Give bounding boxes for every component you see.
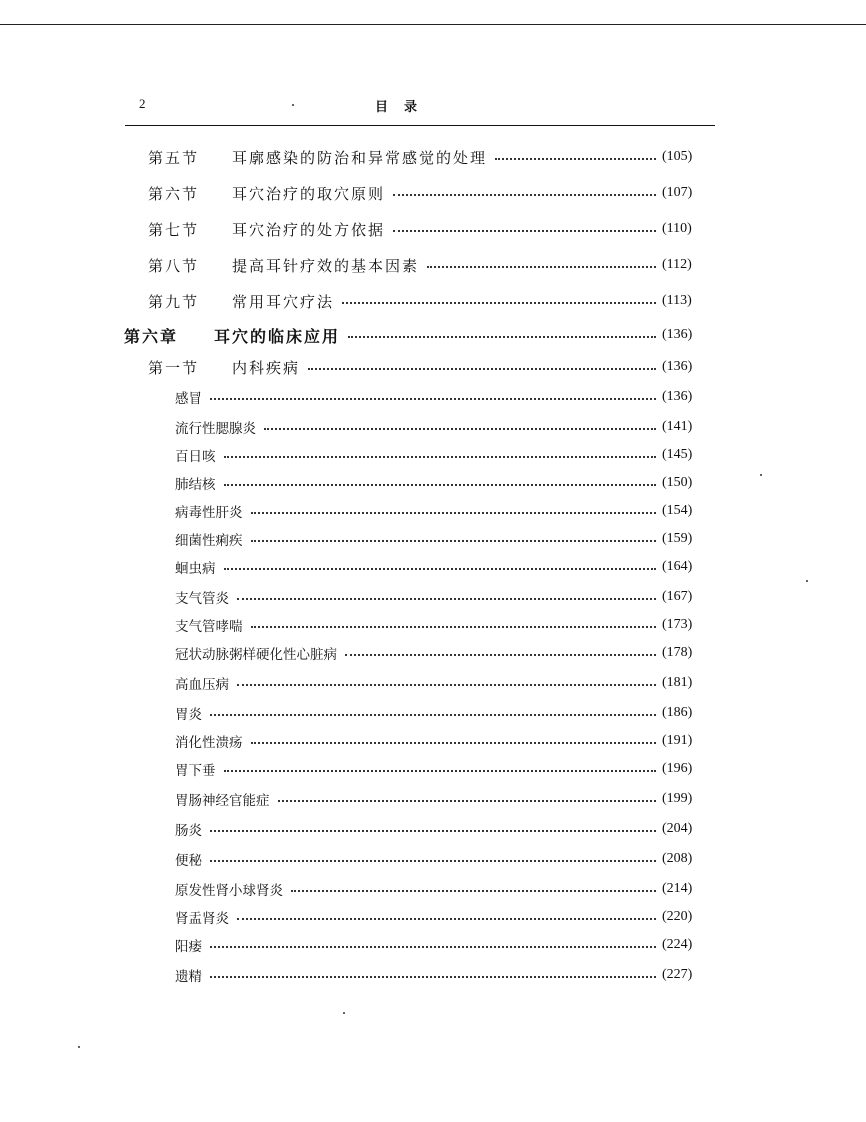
toc-page-number: (178) [662, 645, 693, 660]
toc-page-number: (186) [662, 705, 693, 720]
toc-entry-label [175, 879, 283, 899]
page-number: 2 [139, 96, 146, 111]
toc-section-row [0, 217, 866, 241]
toc-item-row [0, 385, 866, 409]
toc-item-row [0, 787, 866, 811]
toc-page-number: (110) [662, 221, 692, 236]
toc-entry-label [175, 615, 243, 635]
toc-page-number: (105) [662, 149, 693, 164]
toc-dot-leader [210, 976, 656, 978]
toc-entry-title: 内科疾病 [232, 358, 301, 377]
toc-entry-title: 耳穴治疗的取穴原则 [232, 184, 386, 203]
toc-entry-title: 便秘 [175, 853, 202, 869]
toc-dot-leader [278, 800, 657, 802]
toc-entry-label [175, 759, 216, 779]
toc-item-row [0, 671, 866, 695]
toc-dot-leader [348, 336, 656, 338]
toc-entry-label [175, 789, 270, 809]
toc-item-row [0, 613, 866, 637]
toc-page-number: (159) [662, 531, 693, 546]
toc-entry-number: 第七节 [148, 220, 200, 239]
toc-dot-leader [251, 540, 657, 542]
toc-item-row [0, 443, 866, 467]
toc-entry-title: 胃炎 [175, 707, 202, 723]
page-header [125, 96, 715, 118]
toc-entry-title: 百日咳 [175, 449, 216, 465]
toc-dot-leader [210, 398, 656, 400]
toc-entry-title: 支气管哮喘 [175, 619, 243, 635]
toc-item-row [0, 471, 866, 495]
toc-dot-leader [210, 830, 656, 832]
toc-item-row [0, 905, 866, 929]
toc-dot-leader [210, 860, 656, 862]
toc-dot-leader [291, 890, 656, 892]
toc-dot-leader [251, 742, 657, 744]
toc-item-row [0, 817, 866, 841]
toc-section-row [0, 355, 866, 379]
toc-item-row [0, 641, 866, 665]
toc-dot-leader [251, 512, 657, 514]
toc-entry-label [148, 183, 385, 204]
toc-entry-title: 消化性溃疡 [175, 735, 243, 751]
toc-page-number: (136) [662, 389, 693, 404]
toc-dot-leader [393, 230, 656, 232]
scan-speck [292, 104, 294, 106]
toc-page-number: (199) [662, 791, 693, 806]
toc-entry-label [175, 501, 243, 521]
toc-page-number: (196) [662, 761, 693, 776]
toc-dot-leader [224, 484, 657, 486]
toc-dot-leader [237, 918, 656, 920]
toc-item-row [0, 701, 866, 725]
toc-entry-label [175, 731, 243, 751]
toc-entry-title: 阳痿 [175, 939, 202, 955]
toc-item-row [0, 933, 866, 957]
toc-item-row [0, 415, 866, 439]
toc-page-number: (141) [662, 419, 693, 434]
scan-speck [760, 474, 762, 476]
toc-page-number: (227) [662, 967, 693, 982]
toc-entry-label [175, 587, 229, 607]
toc-entry-title: 遗精 [175, 969, 202, 985]
toc-entry-title: 细菌性痢疾 [175, 533, 243, 549]
scan-speck [78, 1046, 80, 1048]
toc-dot-leader [224, 456, 657, 458]
toc-item-row [0, 847, 866, 871]
toc-page-number: (112) [662, 257, 692, 272]
toc-page-number: (173) [662, 617, 693, 632]
toc-page-number: (150) [662, 475, 693, 490]
toc-entry-number: 第六章 [124, 326, 179, 346]
scan-speck [343, 1012, 345, 1014]
toc-entry-label [124, 324, 340, 347]
toc-section-row [0, 289, 866, 313]
toc-item-row [0, 585, 866, 609]
scan-edge-line [0, 24, 866, 25]
toc-page-number: (136) [662, 359, 693, 374]
toc-entry-title: 常用耳穴疗法 [232, 292, 335, 311]
toc-entry-label [175, 417, 256, 437]
toc-entry-title: 病毒性肝炎 [175, 505, 243, 521]
toc-entry-title: 耳穴治疗的处方依据 [232, 220, 386, 239]
toc-dot-leader [495, 158, 656, 160]
toc-entry-label [148, 219, 385, 240]
toc-entry-label [148, 255, 419, 276]
toc-dot-leader [427, 266, 656, 268]
toc-section-row [0, 145, 866, 169]
toc-entry-number: 第八节 [148, 256, 200, 275]
toc-item-row [0, 527, 866, 551]
toc-entry-label [175, 557, 216, 577]
toc-entry-label [175, 473, 216, 493]
scan-speck [806, 580, 808, 582]
toc-entry-label [148, 291, 334, 312]
toc-entry-number: 第五节 [148, 148, 200, 167]
toc-entry-title: 胃肠神经官能症 [175, 793, 270, 809]
toc-page-number: (107) [662, 185, 693, 200]
toc-dot-leader [210, 946, 656, 948]
toc-dot-leader [210, 714, 656, 716]
toc-entry-title: 肾盂肾炎 [175, 911, 229, 927]
toc-entry-label [175, 935, 202, 955]
toc-entry-title: 肺结核 [175, 477, 216, 493]
toc-item-row [0, 963, 866, 987]
toc-entry-title: 冠状动脉粥样硬化性心脏病 [175, 647, 337, 663]
toc-entry-title: 肠炎 [175, 823, 202, 839]
toc-entry-label [175, 643, 337, 663]
toc-page-number: (191) [662, 733, 693, 748]
toc-dot-leader [393, 194, 656, 196]
toc-entry-label [175, 703, 202, 723]
toc-item-row [0, 499, 866, 523]
toc-dot-leader [237, 598, 656, 600]
toc-entry-title: 耳廓感染的防治和异常感觉的处理 [232, 148, 488, 167]
toc-item-row [0, 729, 866, 753]
toc-page-number: (181) [662, 675, 693, 690]
toc-dot-leader [251, 626, 657, 628]
toc-entry-label [175, 819, 202, 839]
toc-entry-title: 流行性腮腺炎 [175, 421, 256, 437]
toc-entry-number: 第六节 [148, 184, 200, 203]
header-rule [125, 125, 715, 126]
toc-entry-title: 原发性肾小球肾炎 [175, 883, 283, 899]
toc-entry-number: 第一节 [148, 358, 200, 377]
toc-dot-leader [224, 770, 657, 772]
toc-entry-title: 耳穴的临床应用 [214, 326, 341, 346]
toc-entry-title: 蛔虫病 [175, 561, 216, 577]
toc-section-row [0, 253, 866, 277]
toc-page-number: (208) [662, 851, 693, 866]
toc-entry-label [148, 147, 487, 168]
toc-entry-label [175, 445, 216, 465]
toc-dot-leader [224, 568, 657, 570]
toc-page-number: (136) [662, 327, 693, 342]
toc-entry-title: 提高耳针疗效的基本因素 [232, 256, 420, 275]
toc-page-number: (214) [662, 881, 693, 896]
toc-entry-label [175, 965, 202, 985]
toc-entry-title: 高血压病 [175, 677, 229, 693]
toc-page-number: (145) [662, 447, 693, 462]
toc-entry-label [175, 849, 202, 869]
toc-entry-label [148, 357, 300, 378]
running-title: 目录 [375, 100, 434, 115]
toc-entry-label [175, 387, 202, 407]
toc-item-row [0, 757, 866, 781]
toc-chapter-row [0, 323, 866, 347]
toc-entry-title: 感冒 [175, 391, 202, 407]
toc-dot-leader [345, 654, 656, 656]
toc-page-number: (113) [662, 293, 692, 308]
toc-dot-leader [264, 428, 656, 430]
toc-page-number: (164) [662, 559, 693, 574]
toc-page-number: (204) [662, 821, 693, 836]
toc-page-number: (220) [662, 909, 693, 924]
toc-section-row [0, 181, 866, 205]
toc-page-number: (154) [662, 503, 693, 518]
toc-item-row [0, 877, 866, 901]
toc-entry-label [175, 529, 243, 549]
toc-page-number: (224) [662, 937, 693, 952]
toc-entry-number: 第九节 [148, 292, 200, 311]
toc-dot-leader [308, 368, 656, 370]
toc-dot-leader [237, 684, 656, 686]
toc-dot-leader [342, 302, 656, 304]
toc-entry-label [175, 673, 229, 693]
toc-page-number: (167) [662, 589, 693, 604]
toc-item-row [0, 555, 866, 579]
toc-entry-label [175, 907, 229, 927]
toc-entry-title: 胃下垂 [175, 763, 216, 779]
toc-entry-title: 支气管炎 [175, 591, 229, 607]
